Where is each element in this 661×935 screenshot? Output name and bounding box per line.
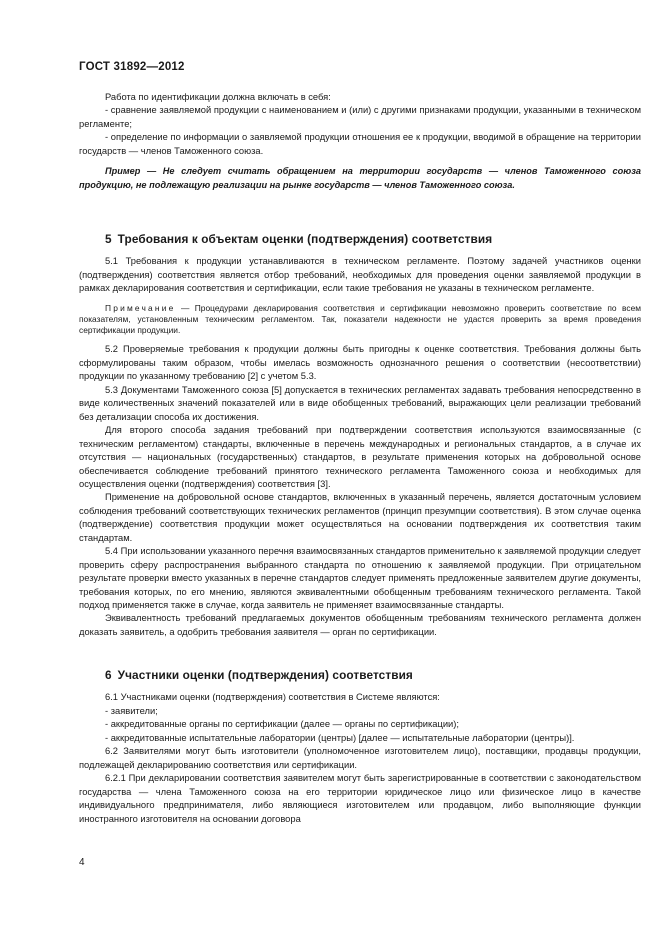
section-6-heading [79,669,641,682]
paragraph-5-3-c: Применение на добровольной основе стандартов, включенных в указанный перечень, является достаточным условием соблюдения требований соответствующих технических регламентов (принцип презумпции соответствия). В этом случае оценка (подтверждение) соответствия продукции может осуществляться на основании подтверждения их соответствия таким стандартам. [79,492,641,543]
section-6 [79,669,641,826]
participant-item-3: - аккредитованные испытательные лаборатории (центры) [далее — испытательные лаборатории (центры)]. [105,732,575,743]
intro-item-2: - определение по информации о заявляемой продукции отношения ее к продукции, вводимой в обращение на территории государств — членов Таможенного союза. [79,132,641,156]
section-6-title: Участники оценки (подтверждения) соответствия [117,668,413,682]
paragraph-6-1: 6.1 Участниками оценки (подтверждения) соответствия в Системе являются: [105,692,440,703]
note-paragraph [79,303,641,337]
participant-item-2: - аккредитованные органы по сертификации (далее — органы по сертификации); [105,719,459,730]
standard-designation: ГОСТ 31892—2012 [79,61,185,73]
example-paragraph [79,165,641,192]
intro-lead: Работа по идентификации должна включать в себя: [105,92,331,102]
section-5-title: Требования к объектам оценки (подтверждения) соответствия [117,232,493,246]
page-number: 4 [79,857,85,868]
note-text: — Процедурами декларирования соответствия и сертификации невозможно проверить соответствие по всем показателям, установленным техническим регламентом. Так, показатели надежности не удастся проверить за время проведения сертификации продукции. [79,302,641,336]
paragraph-5-2: 5.2 Проверяемые требования к продукции должны быть пригодны к оценке соответствия. Требования должны быть сформулированы таким образом, чтобы имелась возможность однозначного решения о соответствии (несоответствии) продукции по указанному требованию [2] с учетом 5.3. [79,344,641,382]
note-label: Примечание [105,302,176,313]
paragraph-6-2-1: 6.2.1 При декларировании соответствия заявителем могут быть зарегистрированные в соответствии с законодательством государства — члена Таможенного союза на его территории юридическое лицо или физическое лицо в качестве индивидуального предпринимателя, либо являющиеся изготовителем или продавцом, либо выполняющие функции иностранного изготовителя на основании договора [79,773,641,824]
paragraph-5-4-b: Эквивалентность требований предлагаемых документов обобщенным требованиям технического регламента должен доказать заявитель, а одобрить требования заявителя — орган по сертификации. [79,613,641,637]
paragraph-5-4: 5.4 При использовании указанного перечня взаимосвязанных стандартов применительно к заявляемой продукции следует проверить сферу распространения выбранного стандарта по отношению к заявляемой продукции. При отрицательном результате проверки вместо указанных в перечне стандартов следует применять предложенные заявителем другие документы, требования которых, по его мнению, являются эквивалентными обобщенным требованиям технического регламента. Такой подход применяется также в случае, когда заявитель не применяет взаимосвязанные стандарты. [79,546,641,611]
section-5-number: 5 [105,232,112,246]
intro-block [79,91,641,192]
section-6-number: 6 [105,668,112,682]
example-label: Пример [105,166,141,177]
participant-item-1: - заявители; [105,705,158,716]
example-text: — Не следует считать обращением на территории государств — членов Таможенного союза продукцию, не подлежащую реализации на рынке государств — членов Таможенного союза. [79,166,641,190]
paragraph-5-3: 5.3 Документами Таможенного союза [5] допускается в технических регламентах задавать требования непосредственно в виде количественных значений показателей или в виде обобщенных требований, выражающих цели реализации требований без детализации способа их достижения. [79,384,641,422]
paragraph-5-3-b: Для второго способа задания требований при подтверждении соответствия используются взаимосвязанные (с техническим регламентом) стандарты, включенные в перечень международных и региональных стандартов, а в случае их отсутствия — национальных (государственных) стандартов, в результате применения которых на добровольной основе обеспечивается соблюдение требований принятого технического регламента Таможенного союза и необходимых для осуществления оценки (подтверждения) соответствия [3]. [79,425,641,489]
section-5 [79,233,641,639]
paragraph-5-1: 5.1 Требования к продукции устанавливаются в техническом регламенте. Поэтому задачей участников оценки (подтверждения) соответствия является отбор требований, необходимых для проведения оценки заявляемой продукции в рамках декларирования соответствия и сертификации, если такие требования не указаны в техническом регламенте. [79,256,641,294]
section-5-heading [79,233,641,246]
intro-item-1: - сравнение заявляемой продукции с наименованием и (или) с другими признаками продукции, указанными в техническом регламенте; [79,105,641,129]
paragraph-6-2: 6.2 Заявителями могут быть изготовители (уполномоченное изготовителем лицо), поставщики, продавцы продукции, подлежащей декларированию соответствия или сертификации. [79,746,641,770]
